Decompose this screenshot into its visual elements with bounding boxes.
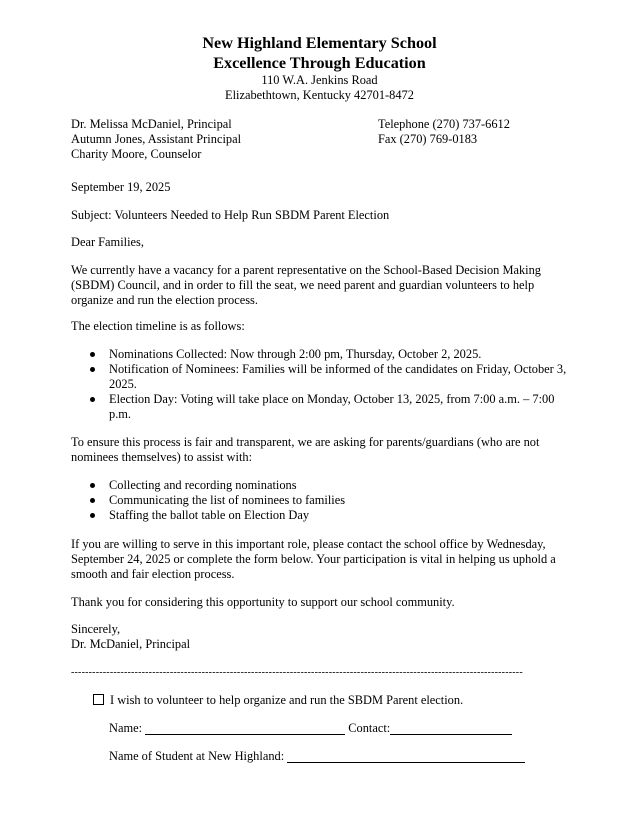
bullet-icon [90, 367, 95, 372]
student-row [109, 749, 525, 764]
letterhead [0, 33, 639, 103]
contact-label: Contact: [348, 721, 391, 735]
closing: Sincerely, [71, 622, 121, 636]
staff-principal: Dr. Melissa McDaniel, Principal [71, 117, 232, 131]
bullet-icon [90, 397, 95, 402]
staff-counselor: Charity Moore, Counselor [71, 147, 202, 161]
name-label: Name: [109, 721, 143, 735]
bullet-icon [90, 483, 95, 488]
list-item [71, 347, 576, 362]
list-item [71, 508, 576, 523]
volunteer-option[interactable] [93, 693, 463, 708]
contact-paragraph: If you are willing to serve in this important role, please contact the school office by Wednesday, September 24, 2025 or complete the form below. Your participation is vital in helping us uphold a smooth and fair election process. [71, 537, 556, 581]
signature: Dr. McDaniel, Principal [71, 637, 191, 651]
contact-field[interactable] [390, 722, 512, 735]
task-staffing: Staffing the ballot table on Election Day [109, 508, 310, 522]
street-address: 110 W.A. Jenkins Road [261, 73, 378, 87]
letter-date: September 19, 2025 [71, 180, 171, 194]
greeting: Dear Families, [71, 235, 144, 249]
telephone-number: Telephone (270) 737-6612 [378, 117, 510, 131]
timeline-election-day: Election Day: Voting will take place on Monday, October 13, 2025, from 7:00 a.m. – 7:00 p.m. [109, 392, 555, 421]
bullet-icon [90, 352, 95, 357]
timeline-notification: Notification of Nominees: Families will be informed of the candidates on Friday, October 3, 2025. [109, 362, 567, 391]
school-name: New Highland Elementary School [202, 34, 437, 52]
name-contact-row [109, 721, 512, 736]
timeline-nominations: Nominations Collected: Now through 2:00 pm, Thursday, October 2, 2025. [109, 347, 482, 361]
task-collecting: Collecting and recording nominations [109, 478, 297, 492]
task-communicating: Communicating the list of nominees to families [109, 493, 346, 507]
volunteer-label: I wish to volunteer to help organize and run the SBDM Parent election. [110, 693, 464, 707]
timeline-list [71, 347, 576, 422]
school-motto: Excellence Through Education [213, 54, 426, 72]
student-label: Name of Student at New Highland: [109, 749, 285, 763]
city-address: Elizabethtown, Kentucky 42701-8472 [225, 88, 414, 102]
timeline-intro: The election timeline is as follows: [71, 319, 245, 333]
list-item [71, 362, 576, 392]
list-item [71, 478, 576, 493]
student-name-field[interactable] [287, 750, 525, 763]
staff-assistant-principal: Autumn Jones, Assistant Principal [71, 132, 242, 146]
volunteer-checkbox[interactable] [93, 694, 104, 705]
thanks-line: Thank you for considering this opportunity to support our school community. [71, 595, 455, 609]
name-field[interactable] [145, 722, 345, 735]
bullet-icon [90, 513, 95, 518]
letter-subject: Subject: Volunteers Needed to Help Run SBDM Parent Election [71, 208, 390, 222]
task-list [71, 478, 576, 523]
contact-numbers [378, 117, 510, 147]
fax-number: Fax (270) 769-0183 [378, 132, 478, 146]
intro-paragraph: We currently have a vacancy for a parent representative on the School-Based Decision Making (SBDM) Council, and in order to fill the seat, we need parent and guardian volunteers to help organize and run the election process. [71, 263, 542, 307]
assist-intro: To ensure this process is fair and transparent, we are asking for parents/guardians (who are not nominees themselves) to assist with: [71, 435, 540, 464]
cut-line-divider: -------------------------------------------------------------------------------------------------------------------------------- [71, 667, 523, 678]
list-item [71, 493, 576, 508]
bullet-icon [90, 498, 95, 503]
list-item [71, 392, 576, 422]
staff-list [71, 117, 241, 162]
